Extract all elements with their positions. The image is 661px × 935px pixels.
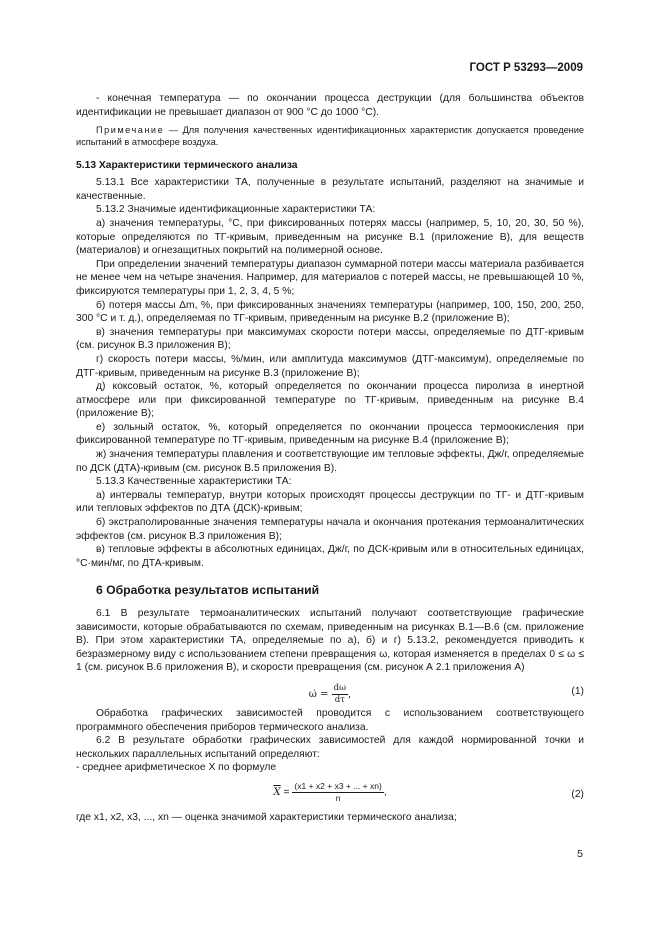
paragraph-5-13-3: 5.13.3 Качественные характеристики ТА: (96, 476, 292, 488)
standard-designation: ГОСТ Р 53293—2009 (469, 62, 583, 74)
quality-item-a: а) интервалы температур, внутри которых происходят процессы деструкции по ТГ- и ДТГ-кривым или тепловых эффектов по ДТА (ДСК)-кривым; (76, 489, 584, 515)
paragraph-6-2: 6.2 В результате обработки графических зависимостей для каждой нормированной точки и нескольких параллельных испытаний определяют: (76, 735, 584, 760)
paragraph-5-13-2: 5.13.2 Значимые идентификационные характеристики ТА: (96, 204, 376, 216)
paragraph-6-1: 6.1 В результате термоаналитических испытаний получают соответствующие графические зависимости, которые обрабатываются по схемам, приведенным на рисунках В.1—В.6 (см. приложение В). При этом характеристики ТА, определяемые по а), б) и г) 5.13.2, рекомендуется приводить к безразмерному виду с использованием степени превращения ω, которая изменяется в пределах 0 ≤ ω ≤ 1 (см. рисунок В.6 приложения В), и скорости превращения (см. рисунок А 2.1 приложения А) (76, 608, 584, 674)
item-a: а) значения температуры, °С, при фиксированных потерях массы (например, 5, 10, 20, 30, 50 %), которые определяются по ТГ-кривым, приведенным на рисунке В.1 (приложение В), для веществ (материалов) и огнезащитных покрытий на полимерной основе. (76, 217, 584, 257)
item-v: в) значения температуры при максимумах скорости потери массы, определяемые по ДТГ-кривым (см. рисунок В.3 приложения В); (76, 326, 584, 352)
formula-1-number: (1) (571, 685, 584, 697)
item-zh: ж) значения температуры плавления и соответствующие им тепловые эффекты, Дж/г, определяемые по ДСК (ДТА)-кривым (см. рисунок В.5 приложения В). (76, 449, 584, 474)
formula-2-fraction (292, 781, 383, 804)
item-e: е) зольный остаток, %, который определяется по окончании процесса термоокисления при фиксированной температуре по ТГ-кривым, приведенным на рисунке В.4 (приложение В); (76, 421, 584, 447)
formula-2-lhs: $\overline{X}$ (273, 786, 281, 799)
formula-2 (76, 779, 584, 809)
note-label: Примечание (96, 125, 165, 136)
formula-2-tail: , (383, 787, 387, 799)
paragraph-where: где x1, x2, x3, ..., xn — оценка значимой характеристики термического анализа; (76, 811, 457, 823)
item-b: б) потеря массы Δm, %, при фиксированных значениях температуры (например, 100, 150, 200, 250, 300 °С и т. д.), определяемая по ТГ-кривым, приведенным на рисунке В.2 (приложение В); (76, 299, 584, 325)
quality-item-b: б) экстраполированные значения температуры начала и окончания протекания термоаналитических эффектов (см. рисунок В.3 приложения В); (76, 517, 584, 542)
section-5-13-heading: 5.13 Характеристики термического анализа (76, 159, 298, 171)
formula-1 (76, 679, 584, 703)
quality-item-v: в) тепловые эффекты в абсолютных единицах, Дж/г, по ДСК-кривым или в относительных единицах, °С·мин/мг, по ДТА-кривым. (76, 544, 584, 569)
formula-1-denominator: dτ (334, 694, 345, 705)
item-d: д) коксовый остаток, %, который определяется по окончании процесса пиролиза в инертной атмосфере или при фиксированной температуре по ТГ-кривым, приведенным на рисунке В.4 (приложение В); (76, 381, 584, 420)
formula-1-lhs: ω̇ = (308, 688, 329, 700)
formula-2-eq: = (280, 787, 290, 799)
page-body (76, 92, 584, 825)
section-6-heading: 6 Обработка результатов испытаний (96, 583, 320, 598)
item-a-continued: При определении значений температуры диапазон суммарной потери массы материала разбивается не менее чем на четыре значения. Например, для материалов с потерей массы, не превышающей 10 %, фиксируются температуры при 1, 2, 3, 4, 5 %; (76, 258, 584, 297)
paragraph-processing: Обработка графических зависимостей проводится с использованием соответствующего программного обеспечения приборов термического анализа. (76, 707, 584, 733)
formula-1-numerator: dω (333, 682, 347, 693)
formula-2-numerator: (x1 + x2 + x3 + ... + xn) (294, 780, 382, 791)
item-g: г) скорость потери массы, %/мин, или амплитуда максимумов (ДТГ-максимум), определяемые по ДТГ-кривым, приведенным на рисунке В.3 (приложение В); (76, 353, 584, 379)
paragraph-mean: - среднее арифметическое X по формуле (76, 762, 277, 774)
paragraph-final-temperature: - конечная температура — по окончании процесса деструкции (для большинства объектов идентификации не превышает диапазон от 900 °С до 1000 °С). (76, 93, 584, 118)
formula-1-tail: , (348, 688, 352, 700)
note (76, 124, 584, 148)
formula-2-number: (2) (571, 788, 584, 800)
formula-1-fraction (332, 683, 348, 706)
formula-2-denominator: n (335, 792, 341, 803)
paragraph-5-13-1: 5.13.1 Все характеристики ТА, полученные в результате испытаний, разделяют на значимые и качественные. (76, 177, 584, 202)
note-text: — Для получения качественных идентификационных характеристик допускается проведение испытаний в атмосфере воздуха. (76, 125, 584, 148)
page-number: 5 (577, 848, 583, 860)
